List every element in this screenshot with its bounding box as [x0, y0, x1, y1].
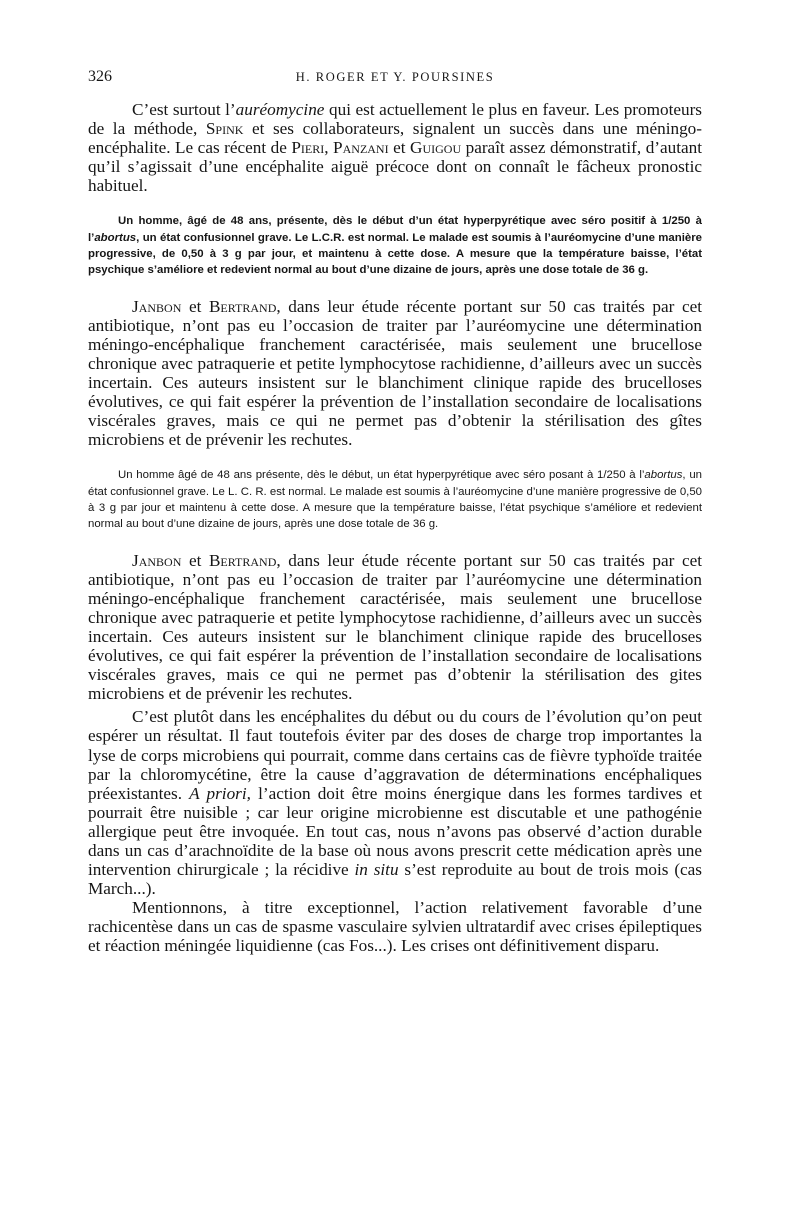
paragraph-rachicentese: Mentionnons, à titre exceptionnel, l’action relativement favorable d’une rachicentèse dans un cas de spasme vasculaire sylvien ultratardif avec crises épileptiques et réaction méningée liquidienne (cas Fos...). Les crises ont définitivement disparu. [88, 898, 702, 956]
author-name: Janbon [132, 550, 182, 570]
paragraph-aureomycine: C’est surtout l’auréomycine qui est actuellement le plus en faveur. Les promoteurs de la méthode, Spink et ses collaborateurs, signalent un succès dans une méningo-encéphalite. Le cas récent de Pieri, Panzani et Guigou paraît assez démonstratif, d’autant qu’il s’agissait d’une encéphalite aiguë précoce dont on connaît le fâcheux pronostic habituel. [88, 100, 703, 196]
author-name: Bertrand [208, 296, 277, 316]
author-name: Janbon [132, 296, 182, 316]
book-page [88, 68, 702, 956]
paragraph-janbon-bertrand: Janbon et Bertrand, dans leur étude récente portant sur 50 cas traités par cet antibiotique, n’ont pas eu l’occasion de traiter par l’auréomycine une détermination méningo-encéphalique franchement caractérisée, mais seulement une brucellose chronique avec patraquerie et petite lymphocytose rachidienne, d’ailleurs avec un succès incertain. Ces auteurs insistent sur le blanchiment clinique rapide des brucelloses évolutives, ce qui fait espérer la prévention de l’installation secondaire de localisations viscérales graves, mais ce qui ne permet pas d’obtenir la stérilisation des gîtes microbiens et de prévenir les rechutes. [88, 296, 703, 450]
author-name: Bertrand [208, 550, 277, 570]
page-header [88, 68, 702, 92]
case-report-2: Un homme âgé de 48 ans présente, dès le début, un état hyperpyrétique avec séro posant à 1/250 à l’abortus, un état confusionnel grave. Le L. C. R. est normal. Le malade est soumis à l’auréomycine d’une manière progressive de 0,50 à 3 g par jour et maintenu à cette dose. A mesure que la température baisse, l’état psychique s’améliore et redevient normal au bout d’une dizaine de jours, après une dose totale de 36 g. [88, 469, 702, 531]
running-head: H. ROGER ET Y. POURSINES [295, 70, 495, 84]
author-name: Spink [205, 119, 244, 139]
author-name: Guigou [410, 138, 462, 158]
paragraph-encephalites: C’est plutôt dans les encéphalites du début ou du cours de l’évolution qu’on peut espérer un résultat. Il faut toutefois éviter par des doses de charge trop importantes la lyse de corps microbiens qui pourrait, comme dans certains cas de fièvre typhoïde traitée par la chloromycétine, être la cause d’aggravation de déterminations encéphaliques préexistantes. A priori, l’action doit être moins énergique dans les formes tardives et pourrait être nuisible ; car leur origine microbienne est discutable et une pathogénie allergique peut être invoquée. En tout cas, nous n’avons pas observé d’action durable dans un cas d’arachnoïdite de la base où nous avons prescrit cette médication après une intervention chirurgicale ; la récidive in situ s’est reproduite au bout de trois mois (cas March...). [88, 707, 702, 899]
paragraph-janbon-bertrand-repeat: Janbon et Bertrand, dans leur étude récente portant sur 50 cas traités par cet antibiotique, n’ont pas eu l’occasion de traiter par l’auréomycine une détermination méningo-encéphalique franchement caractérisée, mais seulement une brucellose chronique avec patraquerie et petite lymphocytose rachidienne, d’ailleurs avec un succès incertain. Ces auteurs insistent sur le blanchiment clinique rapide des brucelloses évolutives, ce qui fait espérer la prévention de l’installation secondaire de localisations viscérales graves, mais ce qui ne permet pas d’obtenir la stérilisation des gites microbiens et de prévenir les rechutes. [88, 550, 703, 704]
author-name: Pieri, Panzani [291, 138, 389, 158]
page-number: 326 [88, 68, 112, 85]
case-report-1: Un homme, âgé de 48 ans, présente, dès le début d’un état hyperpyrétique avec séro positif à 1/250 à l’abortus, un état confusionnel grave. Le L.C.R. est normal. Le malade est soumis à l’auréomycine d’une manière progressive, de 0,50 à 3 g par jour, et maintenu à cette dose. A mesure que la température baisse, l’état psychique s’améliore et redevient normal au bout d’une dizaine de jours, après une dose totale de 36 g. [88, 215, 702, 277]
